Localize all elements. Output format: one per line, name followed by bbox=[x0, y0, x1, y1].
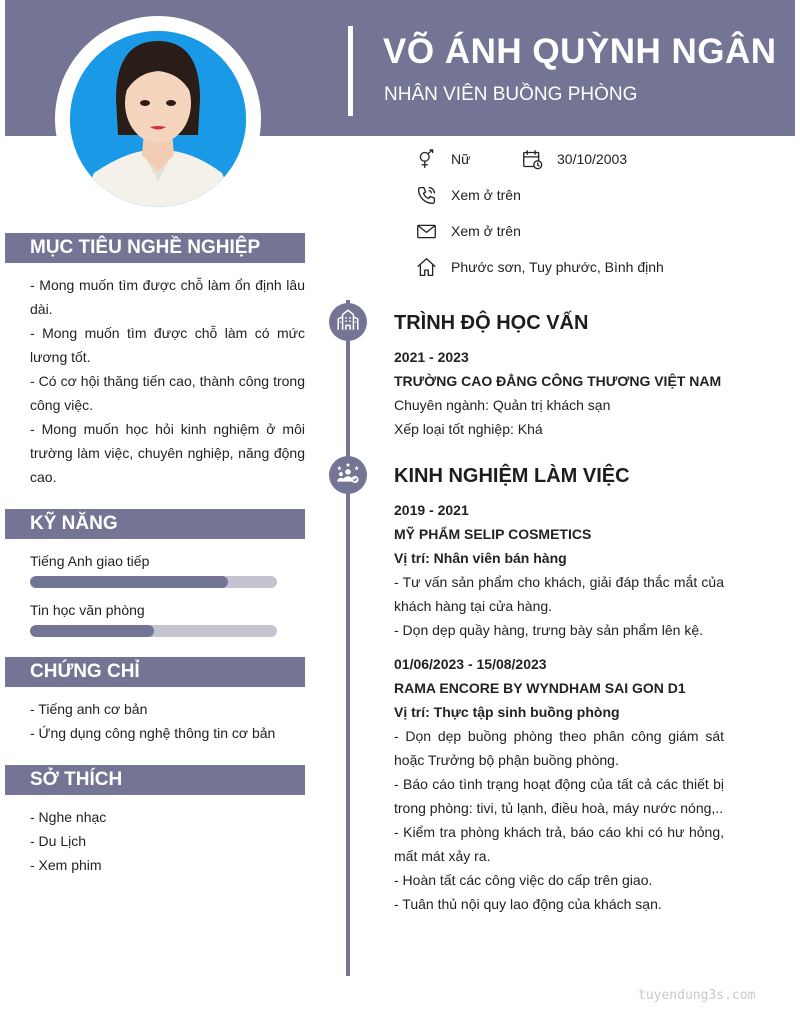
skill-bar-track bbox=[30, 625, 277, 637]
skill-bar-fill bbox=[30, 625, 154, 637]
job-duty: - Hoàn tất các công việc do cấp trên giao. bbox=[394, 872, 653, 888]
contact-address bbox=[415, 256, 664, 278]
education-node bbox=[329, 303, 367, 341]
objective-text bbox=[30, 273, 305, 489]
job-duty: - Dọn dẹp buồng phòng theo phân công giám sát hoặc Trưởng bộ phận buồng phòng. bbox=[394, 728, 724, 768]
email-value: Xem ở trên bbox=[451, 223, 521, 239]
hobbies-heading: SỞ THÍCH bbox=[5, 765, 305, 795]
candidate-title: NHÂN VIÊN BUỒNG PHÒNG bbox=[384, 84, 638, 105]
hobbies-list bbox=[30, 805, 305, 877]
contact-email bbox=[415, 220, 521, 242]
timeline-line bbox=[346, 300, 350, 976]
calendar-icon bbox=[521, 148, 543, 170]
job-duty: - Báo cáo tình trạng hoạt động của tất cả các thiết bị trong phòng: tivi, tủ lạnh, điều hoà, máy nước nóng,.. bbox=[394, 776, 724, 816]
education-major: Chuyên ngành: Quản trị khách sạn bbox=[394, 397, 611, 413]
hobby-item: - Du Lịch bbox=[30, 833, 87, 849]
skill-bar-track bbox=[30, 576, 277, 588]
job-period: 01/06/2023 - 15/08/2023 bbox=[394, 656, 547, 672]
job-entry bbox=[394, 498, 724, 642]
objective-line: - Mong muốn tìm được chỗ làm ổn định lâu dài. bbox=[30, 277, 305, 317]
avatar bbox=[70, 31, 246, 207]
contact-birthdate bbox=[521, 148, 627, 170]
candidate-name: VÕ ÁNH QUỲNH NGÂN bbox=[383, 32, 777, 71]
school-icon bbox=[335, 307, 361, 338]
certificate-item: - Ứng dụng công nghệ thông tin cơ bản bbox=[30, 725, 276, 741]
job-company: MỸ PHẨM SELIP COSMETICS bbox=[394, 526, 592, 542]
certificate-item: - Tiếng anh cơ bản bbox=[30, 701, 148, 717]
job-position: Vị trí: Nhân viên bán hàng bbox=[394, 550, 567, 566]
address-value: Phước sơn, Tuy phước, Bình định bbox=[451, 259, 664, 275]
objective-line: - Mong muốn học hỏi kinh nghiệm ở môi trường làm việc, chuyên nghiệp, năng động cao. bbox=[30, 421, 305, 485]
job-duty: - Kiểm tra phòng khách trả, báo cáo khi có hư hỏng, mất mát xảy ra. bbox=[394, 824, 724, 864]
experience-heading: KINH NGHIỆM LÀM VIỆC bbox=[394, 465, 630, 487]
job-position: Vị trí: Thực tập sinh buồng phòng bbox=[394, 704, 620, 720]
job-duty: - Dọn dẹp quầy hàng, trưng bày sản phẩm lên kệ. bbox=[394, 622, 704, 638]
education-block bbox=[394, 345, 724, 441]
skill-bar-fill bbox=[30, 576, 228, 588]
education-period: 2021 - 2023 bbox=[394, 349, 469, 365]
education-school: TRƯỜNG CAO ĐẲNG CÔNG THƯƠNG VIỆT NAM bbox=[394, 373, 722, 389]
contact-phone bbox=[415, 184, 521, 206]
gender-value: Nữ bbox=[451, 151, 471, 167]
phone-icon bbox=[415, 184, 437, 206]
hobby-item: - Nghe nhạc bbox=[30, 809, 107, 825]
job-company: RAMA ENCORE BY WYNDHAM SAI GON D1 bbox=[394, 680, 686, 696]
team-icon bbox=[335, 460, 361, 491]
gender-icon bbox=[415, 148, 437, 170]
header-accent-bar bbox=[348, 26, 353, 116]
certificates-heading: CHỨNG CHỈ bbox=[5, 657, 305, 687]
skills-heading: KỸ NĂNG bbox=[5, 509, 305, 539]
education-heading: TRÌNH ĐỘ HỌC VẤN bbox=[394, 312, 589, 334]
job-duty: - Tư vấn sản phẩm cho khách, giải đáp thắc mắt của khách hàng tại cửa hàng. bbox=[394, 574, 724, 614]
objective-line: - Có cơ hội thăng tiến cao, thành công trong công việc. bbox=[30, 373, 305, 413]
watermark: tuyendung3s.com bbox=[638, 988, 756, 1003]
job-period: 2019 - 2021 bbox=[394, 502, 469, 518]
phone-value: Xem ở trên bbox=[451, 187, 521, 203]
objective-line: - Mong muốn tìm được chỗ làm có mức lương tốt. bbox=[30, 325, 305, 365]
birthdate-value: 30/10/2003 bbox=[557, 151, 628, 167]
job-duty: - Tuân thủ nội quy lao động của khách sạn. bbox=[394, 896, 662, 912]
home-icon bbox=[415, 256, 437, 278]
contact-gender bbox=[415, 148, 470, 170]
job-entry bbox=[394, 652, 724, 916]
experience-node bbox=[329, 456, 367, 494]
skill-label: Tin học văn phòng bbox=[30, 602, 145, 618]
skill-label: Tiếng Anh giao tiếp bbox=[30, 553, 150, 569]
education-grade: Xếp loại tốt nghiệp: Khá bbox=[394, 421, 543, 437]
certificates-list bbox=[30, 697, 305, 745]
objective-heading: MỤC TIÊU NGHỀ NGHIỆP bbox=[5, 233, 305, 263]
email-icon bbox=[415, 220, 437, 242]
hobby-item: - Xem phim bbox=[30, 857, 102, 873]
portrait-photo bbox=[70, 31, 246, 207]
